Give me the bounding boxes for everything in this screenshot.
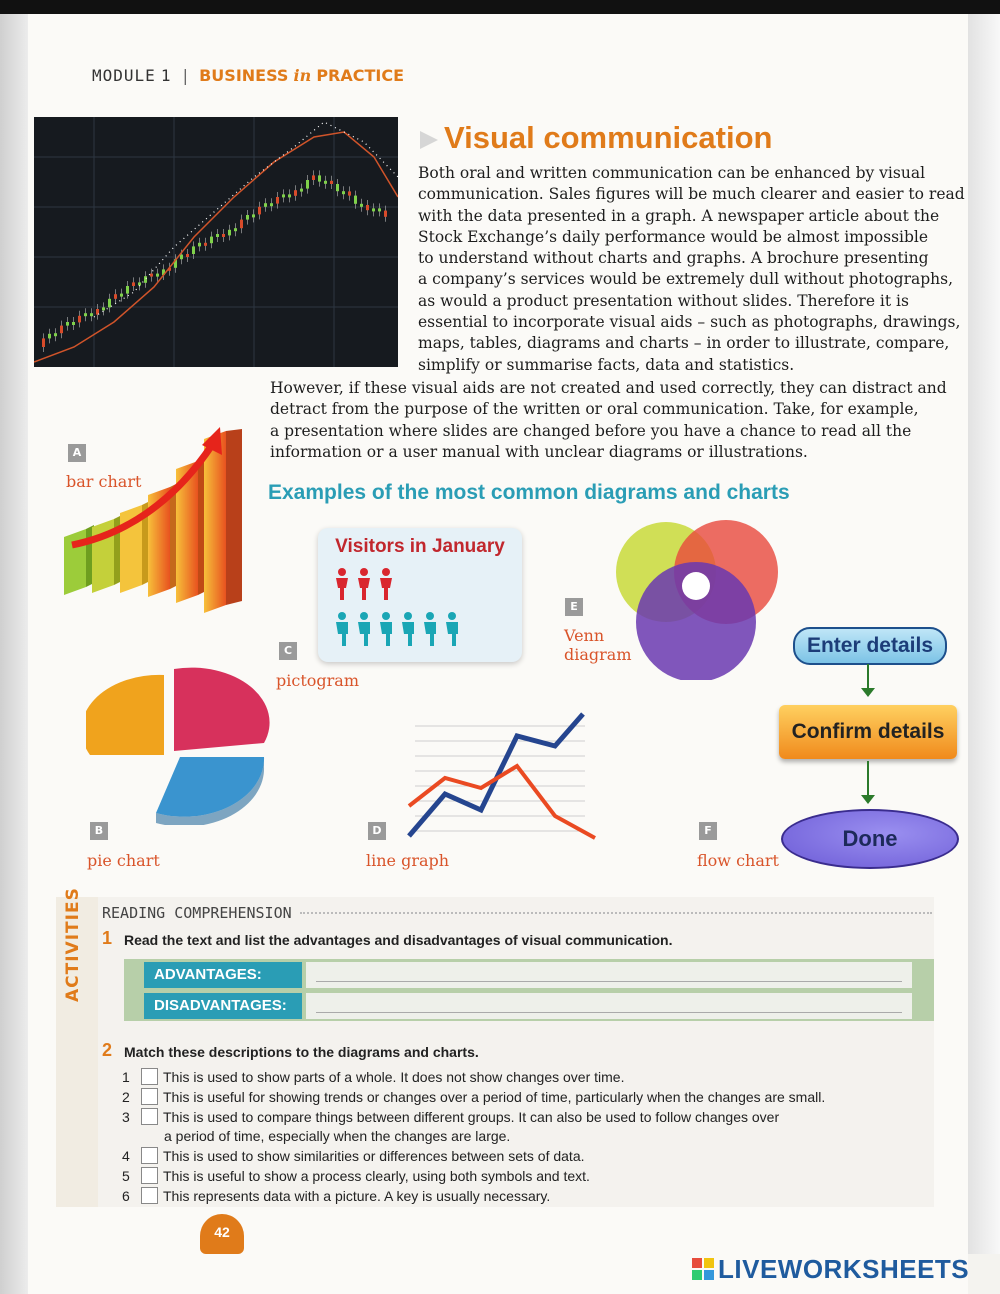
candle [372, 208, 375, 211]
candle [318, 175, 321, 181]
candle [204, 243, 207, 246]
text-line: essential to incorporate visual aids – such as photographs, drawings, [418, 313, 961, 332]
item-number: 4 [122, 1148, 130, 1164]
candle [138, 282, 141, 285]
candle [378, 208, 381, 211]
tag-b: B [90, 822, 108, 840]
label-flow-chart: flow chart [697, 851, 779, 870]
answer-box[interactable] [141, 1088, 158, 1105]
flow-step-enter-details: Enter details [793, 627, 947, 665]
reading-comprehension-title: READING COMPREHENSION [102, 904, 292, 922]
candle [210, 237, 213, 244]
candle [66, 322, 69, 326]
header-separator: | [182, 66, 189, 85]
candle [240, 220, 243, 229]
top-edge [0, 0, 1000, 14]
candle [294, 190, 297, 196]
candle [306, 180, 309, 189]
candle [84, 313, 87, 316]
candle [324, 181, 327, 184]
candle [246, 215, 249, 220]
candle [222, 234, 225, 237]
list-item [122, 1147, 585, 1164]
list-item [122, 1167, 590, 1184]
pictogram-box [318, 528, 522, 662]
page-number: 42 [200, 1214, 244, 1254]
flow-connector [867, 761, 869, 797]
candle [234, 228, 237, 231]
candle [312, 175, 315, 180]
candle [252, 214, 255, 217]
title-arrow-icon [420, 131, 438, 149]
label-bar-chart: bar chart [66, 472, 142, 491]
text-line: communication. Sales figures will be much clearer and easier to read [418, 185, 965, 204]
candle [42, 338, 45, 347]
in-word: in [293, 66, 312, 85]
item-text: This is used to show parts of a whole. It does not show changes over time. [163, 1069, 625, 1085]
candle [288, 194, 291, 197]
section-title: Visual communication [420, 120, 772, 156]
candle [72, 322, 75, 325]
item-number: 6 [122, 1188, 130, 1204]
candle [186, 254, 189, 257]
page-edge [968, 14, 1000, 1254]
label-pie-chart: pie chart [87, 851, 160, 870]
item-text-continued: a period of time, especially when the changes are large. [164, 1128, 511, 1144]
candle [120, 294, 123, 297]
candle [216, 234, 219, 237]
candle [264, 203, 267, 207]
text-line: to understand without charts and graphs. A brochure presenting [418, 249, 929, 268]
question-2-number: 2 [102, 1040, 113, 1060]
candle [48, 334, 51, 339]
label-diagram: diagram [564, 645, 632, 664]
item-number: 3 [122, 1109, 130, 1125]
list-item [122, 1108, 779, 1125]
candle [192, 246, 195, 254]
text-line: maps, tables, diagrams and charts – in order to illustrate, compare, [418, 334, 950, 353]
candle [60, 326, 63, 334]
candle [150, 274, 153, 277]
answer-box[interactable] [141, 1108, 158, 1125]
question-1-text: Read the text and list the advantages and disadvantages of visual communication. [124, 932, 673, 948]
advantages-input[interactable] [306, 962, 912, 988]
text-line: detract from the purpose of the written or oral communication. Take, for example, [270, 400, 919, 419]
candle [228, 230, 231, 236]
candle [156, 274, 159, 277]
pictogram-title: Visitors in January [335, 536, 505, 557]
venn-diagram-illustration [608, 520, 788, 680]
candle [258, 207, 261, 215]
item-text: This is useful for showing trends or changes over a period of time, particularly when the changes are small. [163, 1089, 826, 1105]
candle [114, 294, 117, 299]
tag-e: E [565, 598, 583, 616]
people-icons [328, 568, 508, 658]
question-1-number: 1 [102, 928, 113, 948]
candle [270, 203, 273, 206]
text-line: However, if these visual aids are not created and used correctly, they can distract and [270, 379, 947, 397]
candle [342, 191, 345, 194]
item-text: This represents data with a picture. A key is usually necessary. [163, 1188, 551, 1204]
arrow-down-icon [861, 795, 875, 804]
question-2-text: Match these descriptions to the diagrams and charts. [124, 1044, 479, 1060]
candle [90, 313, 93, 316]
module-word: MODULE [92, 66, 156, 85]
item-text: This is used to show similarities or differences between sets of data. [163, 1148, 585, 1164]
business-word: BUSINESS [199, 66, 289, 85]
text-line: simplify or summarise facts, data and statistics. [418, 355, 795, 374]
candle [330, 181, 333, 184]
examples-heading: Examples of the most common diagrams and charts [268, 481, 790, 504]
list-item [122, 1088, 825, 1105]
second-paragraph [270, 378, 950, 463]
line-graph-illustration [405, 706, 605, 841]
list-item [122, 1187, 550, 1204]
text-line: Stock Exchange’s daily performance would be almost impossible [418, 227, 929, 246]
item-text: This is used to compare things between different groups. It can also be used to follow changes over [163, 1109, 780, 1125]
text-line: as would a product presentation without slides. Therefore it is [418, 291, 909, 310]
candle [126, 286, 129, 294]
text-line: information or a user manual with unclear diagrams or illustrations. [270, 442, 808, 461]
bar-chart-illustration [62, 425, 252, 625]
tag-c: C [279, 642, 297, 660]
answer-box[interactable] [141, 1147, 158, 1164]
candle [354, 196, 357, 204]
candle [336, 184, 339, 191]
list-item [122, 1068, 624, 1085]
tag-d: D [368, 822, 386, 840]
disadvantages-label: DISADVANTAGES: [144, 993, 302, 1019]
answer-box[interactable] [141, 1187, 158, 1204]
candle [282, 194, 285, 197]
candle [276, 197, 279, 204]
candle [348, 191, 351, 195]
module-header [92, 66, 404, 85]
label-venn: Venn [564, 626, 605, 645]
text-line: with the data presented in a graph. A newspaper article about the [418, 206, 940, 225]
candle [132, 282, 135, 286]
arrow-down-icon [861, 688, 875, 697]
tag-f: F [699, 822, 717, 840]
candle [54, 333, 57, 336]
candle [366, 205, 369, 210]
candle [198, 243, 201, 247]
text-line: a company’s services would be extremely dull without photographs, [418, 270, 954, 289]
candle [108, 299, 111, 308]
item-number: 2 [122, 1089, 130, 1105]
stock-chart-photo [34, 117, 398, 367]
flow-step-confirm-details: Confirm details [779, 705, 957, 759]
dotted-divider [300, 912, 932, 914]
tag-a: A [68, 444, 86, 462]
label-line-graph: line graph [366, 851, 450, 870]
item-number: 5 [122, 1168, 130, 1184]
book-binding [0, 14, 28, 1294]
flow-step-done: Done [781, 809, 959, 869]
module-number: 1 [160, 66, 172, 85]
intro-paragraph [418, 163, 965, 376]
candle [102, 307, 105, 310]
candle [384, 211, 387, 217]
candle [300, 189, 303, 192]
text-line: a presentation where slides are changed before you have a chance to read all the [270, 421, 912, 440]
label-pictogram: pictogram [276, 671, 359, 690]
pie-chart-illustration [86, 665, 271, 825]
candle [180, 255, 183, 260]
item-text: This is useful to show a process clearly, using both symbols and text. [163, 1168, 590, 1184]
candle [144, 276, 147, 283]
activities-label: ACTIVITIES [63, 887, 83, 1002]
candle [78, 316, 81, 323]
text-line: Both oral and written communication can be enhanced by visual [418, 164, 926, 182]
liveworksheets-watermark: LIVEWORKSHEETS [718, 1254, 970, 1284]
candle [360, 204, 363, 207]
advantages-label: ADVANTAGES: [144, 962, 302, 988]
item-number: 1 [122, 1069, 130, 1085]
answer-box[interactable] [141, 1068, 158, 1085]
disadvantages-input[interactable] [306, 993, 912, 1019]
answer-box[interactable] [141, 1167, 158, 1184]
practice-word: PRACTICE [316, 66, 405, 85]
liveworksheets-logo-icon [692, 1258, 714, 1280]
